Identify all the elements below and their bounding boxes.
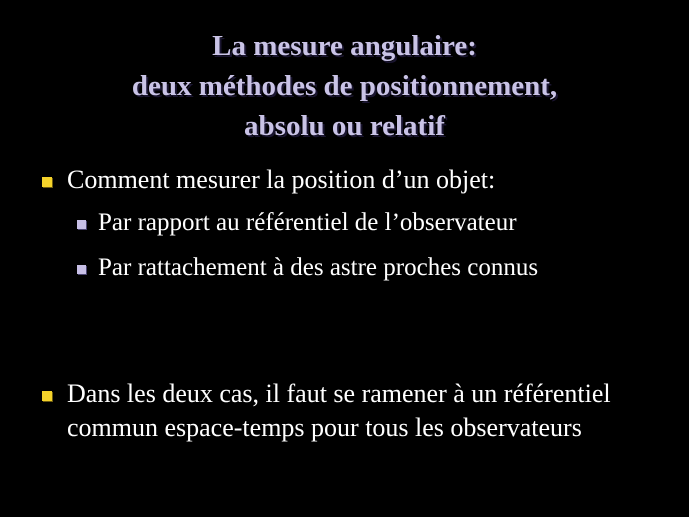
sub-bullet-item-2 — [77, 252, 677, 284]
square-sub-bullet-icon — [77, 220, 86, 229]
title-line-2: deux méthodes de positionnement, — [131, 70, 558, 102]
bullet-text-2: Dans les deux cas, il faut se ramener à un référentiel commun espace-temps pour tous les observateurs — [67, 379, 611, 442]
square-sub-bullet-icon — [77, 265, 86, 274]
sub-bullet-text-2: Par rattachement à des astre proches connus — [98, 254, 539, 281]
bullet-text-1: Comment mesurer la position d’un objet: — [67, 165, 496, 194]
square-bullet-icon — [42, 391, 52, 401]
slide-title — [0, 26, 689, 146]
bullet-item-2 — [42, 377, 662, 445]
square-bullet-icon — [42, 177, 52, 187]
sub-bullet-text-1: Par rapport au référentiel de l’observateur — [98, 209, 517, 236]
sub-bullet-item-1 — [77, 207, 677, 239]
bullet-item-1 — [42, 163, 662, 197]
title-line-3: absolu ou relatif — [244, 110, 445, 142]
title-line-1: La mesure angulaire: — [212, 30, 477, 62]
